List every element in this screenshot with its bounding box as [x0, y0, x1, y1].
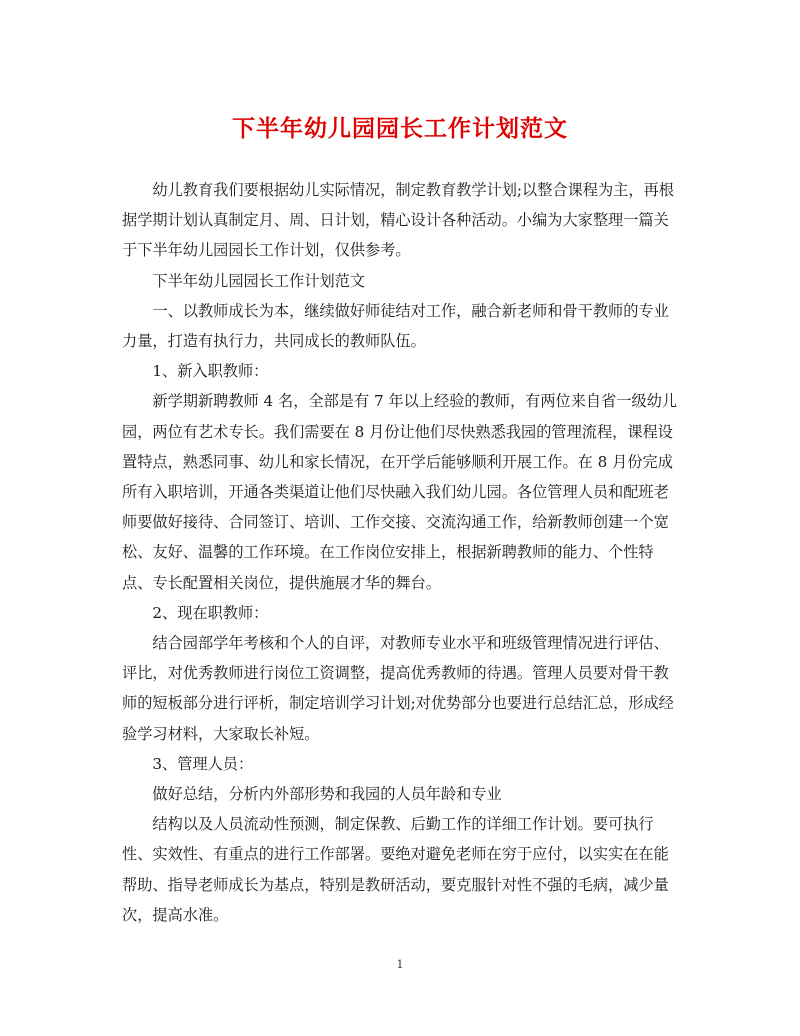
paragraph-managers-2: 结构以及人员流动性预测，制定保教、后勤工作的详细工作计划。要可执行性、实效性、有重点的进行工作部署。要绝对避免老师在穷于应付，以实实在在能帮助、指导老师成长为基点，特别是教研活动，要克服针对性不强的毛病，减少量次，提高水准。 [122, 815, 669, 924]
paragraph-new-teachers: 新学期新聘教师 4 名，全部是有 7 年以上经验的教师，有两位来自省一级幼儿园，两位有艺术专长。我们需要在 8 月份让他们尽快熟悉我园的管理流程，课程设置特点，熟悉同事、幼儿和家长情况，在开学后能够顺利开展工作。在 8 月份完成所有入职培训，开通各类渠道让他们尽快融入我们幼儿园。各位管理人员和配班老师要做好接待、合同签订、培训、工作交接、交流沟通工作，给新教师创建一个宽松、友好、温馨的工作环境。在工作岗位安排上，根据新聘教师的能力、个性特点、专长配置相关岗位，提供施展才华的舞台。 [122, 392, 678, 592]
paragraph-heading-managers: 3、管理人员： [152, 754, 254, 773]
paragraph-managers-1: 做好总结，分析内外部形势和我园的人员年龄和专业 [152, 785, 502, 804]
paragraph-heading-new-teachers: 1、新入职教师： [152, 362, 269, 381]
paragraph-current-teachers: 结合园部学年考核和个人的自评，对教师专业水平和班级管理情况进行评估、评比，对优秀教师进行岗位工资调整，提高优秀教师的待遇。管理人员要对骨干教师的短板部分进行评析，制定培训学习计划;对优势部分也要进行总结汇总，形成经验学习材料，大家取长补短。 [122, 634, 674, 743]
page-number: 1 [396, 958, 404, 971]
document-body [122, 175, 682, 930]
document-title: 下半年幼儿园园长工作计划范文 [232, 115, 568, 142]
paragraph-subtitle: 下半年幼儿园园长工作计划范文 [152, 271, 366, 290]
paragraph-section-1: 一、以教师成长为本，继续做好师徒结对工作，融合新老师和骨干教师的专业力量，打造有执行力，共同成长的教师队伍。 [122, 301, 669, 351]
paragraph-intro: 幼儿教育我们要根据幼儿实际情况，制定教育教学计划;以整合课程为主，再根据学期计划认真制定月、周、日计划，精心设计各种活动。小编为大家整理一篇关于下半年幼儿园园长工作计划，仅供参考。 [122, 181, 674, 260]
paragraph-heading-current-teachers: 2、现在职教师： [152, 603, 269, 622]
